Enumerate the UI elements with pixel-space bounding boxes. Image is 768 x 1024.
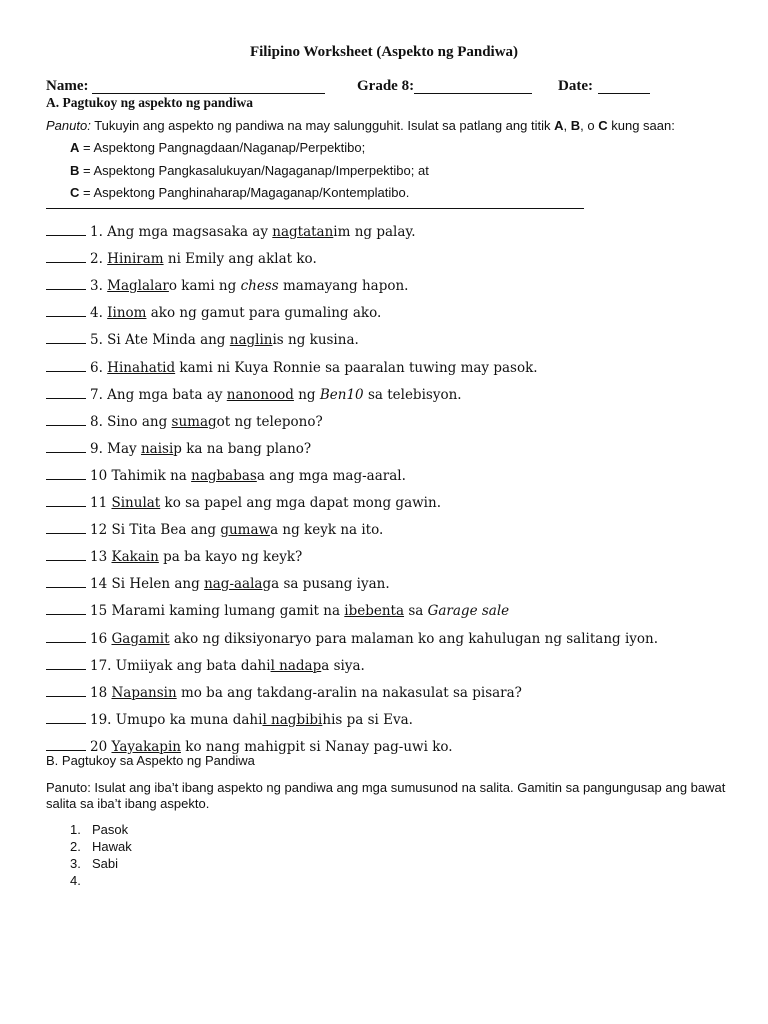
question-text: a ng keyk na ito. bbox=[270, 522, 384, 538]
underlined-verb: Gagamit bbox=[111, 631, 170, 647]
answer-blank[interactable] bbox=[46, 386, 86, 399]
question-text: 16 bbox=[90, 631, 112, 647]
answer-blank[interactable] bbox=[46, 684, 86, 697]
underlined-verb: Napansin bbox=[111, 685, 177, 701]
definition-letter: A bbox=[70, 140, 80, 155]
italic-term: Garage sale bbox=[427, 603, 510, 619]
question-text: 9. May bbox=[90, 441, 141, 457]
definition-text: = Aspektong Pangnagdaan/Naganap/Perpektibo; bbox=[79, 140, 366, 155]
question-text: mo ba ang takdang-aralin na nakasulat sa pisara? bbox=[176, 685, 522, 701]
name-label: Name: bbox=[46, 78, 89, 94]
question-text: 5. Si Ate Minda ang bbox=[90, 332, 230, 348]
answer-blank[interactable] bbox=[46, 467, 86, 480]
italic-term: chess bbox=[240, 278, 279, 294]
answer-blank[interactable] bbox=[46, 711, 86, 724]
question-text: 3. bbox=[90, 278, 108, 294]
separator: , bbox=[563, 118, 568, 133]
grade-label: Grade 8: bbox=[357, 78, 415, 94]
underlined-verb: Yayakapin bbox=[111, 739, 181, 755]
question-text: ga sa pusang iyan. bbox=[262, 576, 390, 592]
definition-b bbox=[70, 163, 429, 178]
answer-blank[interactable] bbox=[46, 331, 86, 344]
section-b-instructions-line1: Panuto: Isulat ang iba’t ibang aspekto ng pandiwa ang mga sumusunod na salita. Gamitin sa pangungusap ang bawat bbox=[46, 780, 726, 795]
answer-blank[interactable] bbox=[46, 548, 86, 561]
question-item bbox=[46, 521, 383, 541]
letter-a: A bbox=[554, 118, 564, 133]
underlined-verb: nanonood bbox=[226, 387, 294, 403]
underlined-verb: naglin bbox=[229, 332, 273, 348]
question-item bbox=[46, 331, 359, 351]
question-text: 15 Marami kaming lumang gamit na bbox=[90, 603, 345, 619]
section-a-heading: A. Pagtukoy ng aspekto ng pandiwa bbox=[46, 95, 254, 110]
list-text: Sabi bbox=[92, 856, 119, 871]
question-text: 12 Si Tita Bea ang bbox=[90, 522, 221, 538]
letter-c: C bbox=[598, 118, 608, 133]
question-text: 6. bbox=[90, 360, 108, 376]
underlined-verb: l nagbibi bbox=[262, 712, 323, 728]
question-text: 4. bbox=[90, 305, 108, 321]
section-a-instructions bbox=[46, 118, 675, 133]
date-label: Date: bbox=[558, 78, 593, 94]
answer-blank[interactable] bbox=[46, 494, 86, 507]
question-text: ni Emily ang aklat ko. bbox=[163, 251, 317, 267]
section-divider bbox=[46, 208, 584, 209]
question-text: mamayang hapon. bbox=[278, 278, 409, 294]
question-text: 14 Si Helen ang bbox=[90, 576, 205, 592]
answer-blank[interactable] bbox=[46, 602, 86, 615]
list-item bbox=[70, 873, 92, 888]
underlined-verb: ibebenta bbox=[344, 603, 405, 619]
question-text: ot ng telepono? bbox=[216, 414, 323, 430]
question-item bbox=[46, 684, 522, 704]
question-text: 20 bbox=[90, 739, 112, 755]
list-number: 2. bbox=[70, 839, 81, 854]
question-text: pa ba kayo ng keyk? bbox=[158, 549, 303, 565]
question-text: 10 Tahimik na bbox=[90, 468, 192, 484]
question-item bbox=[46, 250, 317, 270]
question-text: sa telebisyon. bbox=[363, 387, 462, 403]
question-item bbox=[46, 711, 413, 731]
question-text: his pa si Eva. bbox=[322, 712, 413, 728]
question-text: kami ni Kuya Ronnie sa paaralan tuwing may pasok. bbox=[175, 360, 538, 376]
separator: , o bbox=[580, 118, 595, 133]
question-text: 19. Umupo ka muna dahi bbox=[90, 712, 263, 728]
answer-blank[interactable] bbox=[46, 277, 86, 290]
question-item bbox=[46, 440, 311, 460]
date-field[interactable] bbox=[598, 93, 650, 94]
question-item bbox=[46, 359, 538, 379]
answer-blank[interactable] bbox=[46, 413, 86, 426]
question-item bbox=[46, 386, 462, 406]
question-text: ako ng gamut para gumaling ako. bbox=[146, 305, 382, 321]
question-item bbox=[46, 277, 408, 297]
list-item bbox=[70, 839, 132, 854]
answer-blank[interactable] bbox=[46, 304, 86, 317]
question-item bbox=[46, 657, 365, 677]
definition-text: = Aspektong Pangkasalukuyan/Nagaganap/Imperpektibo; at bbox=[79, 163, 429, 178]
list-number: 4. bbox=[70, 873, 81, 888]
answer-blank[interactable] bbox=[46, 440, 86, 453]
underlined-verb: Hinahatid bbox=[107, 360, 176, 376]
answer-blank[interactable] bbox=[46, 223, 86, 236]
question-text: 8. Sino ang bbox=[90, 414, 172, 430]
underlined-verb: Sinulat bbox=[111, 495, 161, 511]
list-text: Hawak bbox=[92, 839, 132, 854]
question-item bbox=[46, 630, 658, 650]
underlined-verb: naisi bbox=[140, 441, 174, 457]
question-item bbox=[46, 223, 416, 243]
answer-blank[interactable] bbox=[46, 359, 86, 372]
question-text: 1. Ang mga magsasaka ay bbox=[90, 224, 273, 240]
name-field[interactable] bbox=[92, 93, 325, 94]
question-text: is ng kusina. bbox=[272, 332, 359, 348]
question-text: 11 bbox=[90, 495, 112, 511]
question-item bbox=[46, 413, 323, 433]
underlined-verb: sumag bbox=[171, 414, 217, 430]
underlined-verb: Kakain bbox=[111, 549, 159, 565]
underlined-verb: l nadap bbox=[270, 658, 322, 674]
answer-blank[interactable] bbox=[46, 250, 86, 263]
question-text: im ng palay. bbox=[333, 224, 416, 240]
answer-blank[interactable] bbox=[46, 738, 86, 751]
definition-a bbox=[70, 140, 365, 155]
question-text: 7. Ang mga bata ay bbox=[90, 387, 227, 403]
definition-c bbox=[70, 185, 409, 200]
list-item bbox=[70, 856, 118, 871]
underlined-verb: nagtatan bbox=[272, 224, 334, 240]
definition-letter: C bbox=[70, 185, 80, 200]
answer-blank[interactable] bbox=[46, 657, 86, 670]
list-text: Pasok bbox=[92, 822, 129, 837]
answer-blank[interactable] bbox=[46, 575, 86, 588]
question-text: 17. Umiiyak ang bata dahi bbox=[90, 658, 271, 674]
underlined-verb: nag-aala bbox=[204, 576, 263, 592]
question-item bbox=[46, 467, 406, 487]
underlined-verb: nagbabas bbox=[191, 468, 257, 484]
panuto-text: Tukuyin ang aspekto ng pandiwa na may salungguhit. Isulat sa patlang ang titik bbox=[94, 118, 551, 133]
question-text: sa bbox=[404, 603, 428, 619]
panuto-label: Panuto: bbox=[46, 118, 91, 133]
list-item bbox=[70, 822, 128, 837]
question-text: ng bbox=[293, 387, 320, 403]
worksheet-title: Filipino Worksheet (Aspekto ng Pandiwa) bbox=[249, 44, 519, 60]
underlined-verb: gumaw bbox=[220, 522, 271, 538]
italic-term: Ben10 bbox=[319, 387, 364, 403]
panuto-end: kung saan: bbox=[611, 118, 675, 133]
question-text: ko nang mahigpit si Nanay pag-uwi ko. bbox=[180, 739, 453, 755]
question-text: ako ng diksiyonaryo para malaman ko ang kahulugan ng salitang iyon. bbox=[169, 631, 659, 647]
question-item bbox=[46, 494, 441, 514]
question-text: a ang mga mag-aaral. bbox=[256, 468, 406, 484]
question-text: p ka na bang plano? bbox=[173, 441, 312, 457]
letter-b: B bbox=[570, 118, 581, 133]
underlined-verb: Hiniram bbox=[107, 251, 164, 267]
definition-text: = Aspektong Panghinaharap/Magaganap/Kontemplatibo. bbox=[79, 185, 410, 200]
question-text: 13 bbox=[90, 549, 112, 565]
question-text: ko sa papel ang mga dapat mong gawin. bbox=[160, 495, 441, 511]
question-item bbox=[46, 602, 509, 622]
answer-blank[interactable] bbox=[46, 630, 86, 643]
definition-letter: B bbox=[70, 163, 80, 178]
list-number: 3. bbox=[70, 856, 81, 871]
question-text: a siya. bbox=[321, 658, 365, 674]
underlined-verb: Iinom bbox=[107, 305, 147, 321]
grade-field[interactable] bbox=[414, 93, 532, 94]
answer-blank[interactable] bbox=[46, 521, 86, 534]
section-b-heading: B. Pagtukoy sa Aspekto ng Pandiwa bbox=[46, 753, 255, 768]
question-text: o kami ng bbox=[168, 278, 241, 294]
question-item bbox=[46, 304, 381, 324]
list-number: 1. bbox=[70, 822, 81, 837]
question-item bbox=[46, 575, 390, 595]
underlined-verb: Maglalar bbox=[107, 278, 169, 294]
section-b-instructions-line2: salita sa iba’t ibang aspekto. bbox=[46, 796, 210, 811]
question-text: 18 bbox=[90, 685, 112, 701]
question-text: 2. bbox=[90, 251, 108, 267]
question-item bbox=[46, 548, 302, 568]
